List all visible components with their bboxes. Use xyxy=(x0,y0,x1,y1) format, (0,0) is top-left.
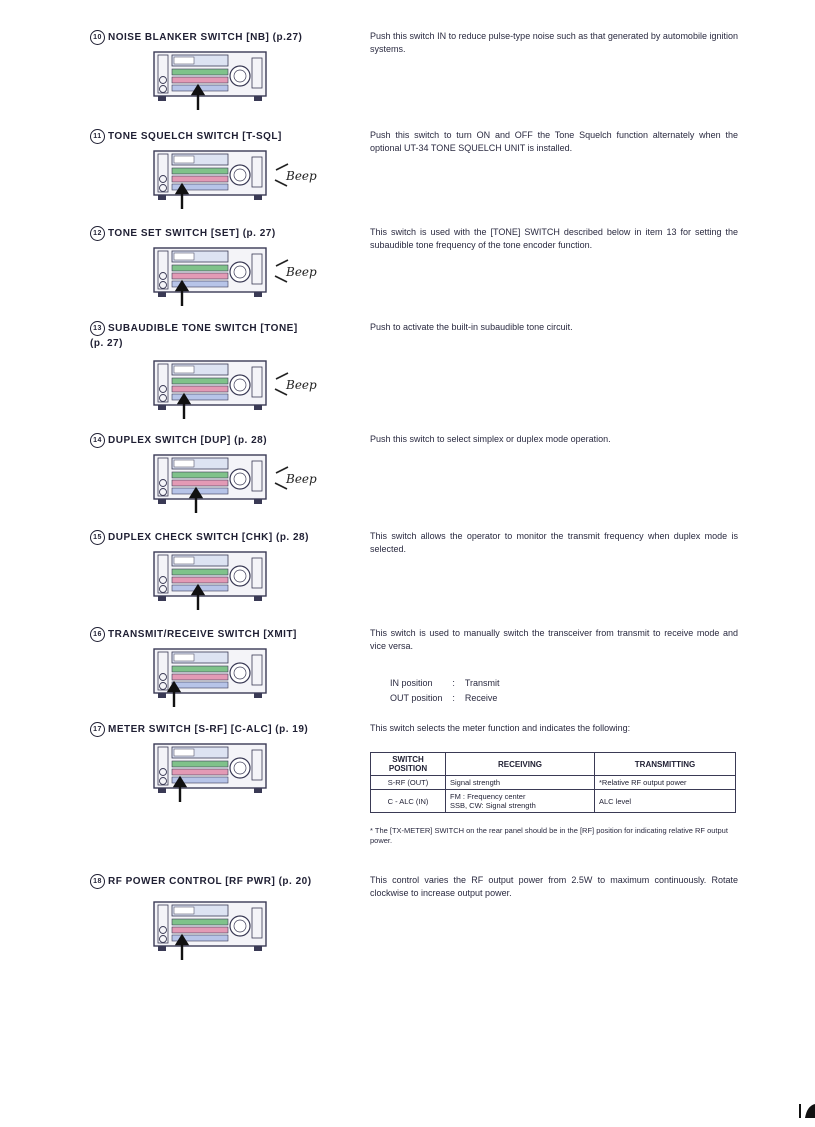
section-heading xyxy=(90,433,350,448)
beep-icon xyxy=(272,463,322,499)
transceiver-illustration xyxy=(152,453,270,505)
mode-name: Transmit xyxy=(464,678,500,688)
section-description: This switch is used with the [TONE] SWITCH described below in item 13 for setting the subaudible tone frequency of the tone encoder function. xyxy=(370,227,738,250)
section-heading xyxy=(90,30,350,45)
section-description: This control varies the RF output power from 2.5W to maximum continuously. Rotate clockwise to increase output power. xyxy=(370,875,738,898)
item-number: 12 xyxy=(90,226,105,241)
item-number: 13 xyxy=(90,321,105,336)
table-cell: Signal strength xyxy=(446,776,595,790)
item-number: 17 xyxy=(90,722,105,737)
transceiver-illustration xyxy=(152,50,270,102)
transceiver-illustration xyxy=(152,246,270,298)
list-item: OUT position : Receive xyxy=(390,692,508,705)
transceiver-illustration xyxy=(152,900,270,952)
item-number: 18 xyxy=(90,874,105,889)
beep-icon xyxy=(272,256,322,292)
table-cell xyxy=(446,790,595,813)
section-heading xyxy=(90,874,360,889)
list-item: IN position : Transmit xyxy=(390,677,508,690)
table-cell: *Relative RF output power xyxy=(595,776,736,790)
receiving-line: SSB, CW: Signal strength xyxy=(450,801,536,810)
section-title: TONE SQUELCH SWITCH [T-SQL] xyxy=(108,131,282,142)
table-row xyxy=(371,790,736,813)
item-number: 10 xyxy=(90,30,105,45)
beep-label: Beep xyxy=(286,265,317,279)
page-edge-mark xyxy=(799,1100,815,1122)
section-description: This switch is used to manually switch the transceiver from transmit to receive mode and vice versa. xyxy=(370,628,738,651)
beep-icon xyxy=(272,160,322,196)
mode-name: Receive xyxy=(464,693,498,703)
section-description: This switch selects the meter function and indicates the following: xyxy=(370,723,631,733)
transceiver-illustration xyxy=(152,550,270,602)
section-description: Push to activate the built-in subaudible tone circuit. xyxy=(370,322,573,332)
section-description: Push this switch IN to reduce pulse-type noise such as that generated by automobile ignition systems. xyxy=(370,31,738,54)
item-number: 16 xyxy=(90,627,105,642)
table-cell: C - ALC (IN) xyxy=(371,790,446,813)
mode-position: IN position xyxy=(390,678,433,688)
section-heading xyxy=(90,722,350,737)
section-description: Push this switch to select simplex or duplex mode operation. xyxy=(370,434,611,444)
transceiver-illustration xyxy=(152,647,270,699)
transceiver-illustration xyxy=(152,149,270,201)
table-cell: ALC level xyxy=(595,790,736,813)
section-title: TRANSMIT/RECEIVE SWITCH [XMIT] xyxy=(108,629,297,640)
meter-function-table xyxy=(370,752,736,813)
table-header: RECEIVING xyxy=(446,753,595,776)
item-number: 11 xyxy=(90,129,105,144)
section-title: NOISE BLANKER SWITCH [NB] (p.27) xyxy=(108,32,303,43)
table-row xyxy=(371,776,736,790)
section-description: Push this switch to turn ON and OFF the Tone Squelch function alternately when the optional UT-34 TONE SQUELCH UNIT is installed. xyxy=(370,130,738,153)
section-heading xyxy=(90,129,350,144)
beep-label: Beep xyxy=(286,472,317,486)
section-title: METER SWITCH [S-RF] [C-ALC] (p. 19) xyxy=(108,724,309,735)
beep-label: Beep xyxy=(286,378,317,392)
section-title: SUBAUDIBLE TONE SWITCH [TONE] (p. 27) xyxy=(90,323,298,349)
section-heading xyxy=(90,627,350,642)
transceiver-illustration xyxy=(152,359,270,411)
mode-position: OUT position xyxy=(390,693,443,703)
section-title: RF POWER CONTROL [RF PWR] (p. 20) xyxy=(108,876,312,887)
item-number: 15 xyxy=(90,530,105,545)
item-number: 14 xyxy=(90,433,105,448)
transceiver-illustration xyxy=(152,742,270,794)
section-heading xyxy=(90,226,350,241)
beep-icon xyxy=(272,369,322,405)
beep-label: Beep xyxy=(286,169,317,183)
section-description: This switch allows the operator to monitor the transmit frequency when duplex mode is selected. xyxy=(370,531,738,554)
section-title: DUPLEX CHECK SWITCH [CHK] (p. 28) xyxy=(108,532,309,543)
table-header: SWITCH POSITION xyxy=(371,753,446,776)
table-header: TRANSMITTING xyxy=(595,753,736,776)
section-title: DUPLEX SWITCH [DUP] (p. 28) xyxy=(108,435,268,446)
table-header-row xyxy=(371,753,736,776)
section-title: TONE SET SWITCH [SET] (p. 27) xyxy=(108,228,276,239)
table-cell: S-RF (OUT) xyxy=(371,776,446,790)
xmit-modes xyxy=(388,675,510,707)
section-heading xyxy=(90,321,310,351)
receiving-line: FM : Frequency center xyxy=(450,792,526,801)
table-footnote: * The [TX-METER] SWITCH on the rear panel should be in the [RF] position for indicating relative RF output power. xyxy=(370,826,728,845)
section-heading xyxy=(90,530,350,545)
